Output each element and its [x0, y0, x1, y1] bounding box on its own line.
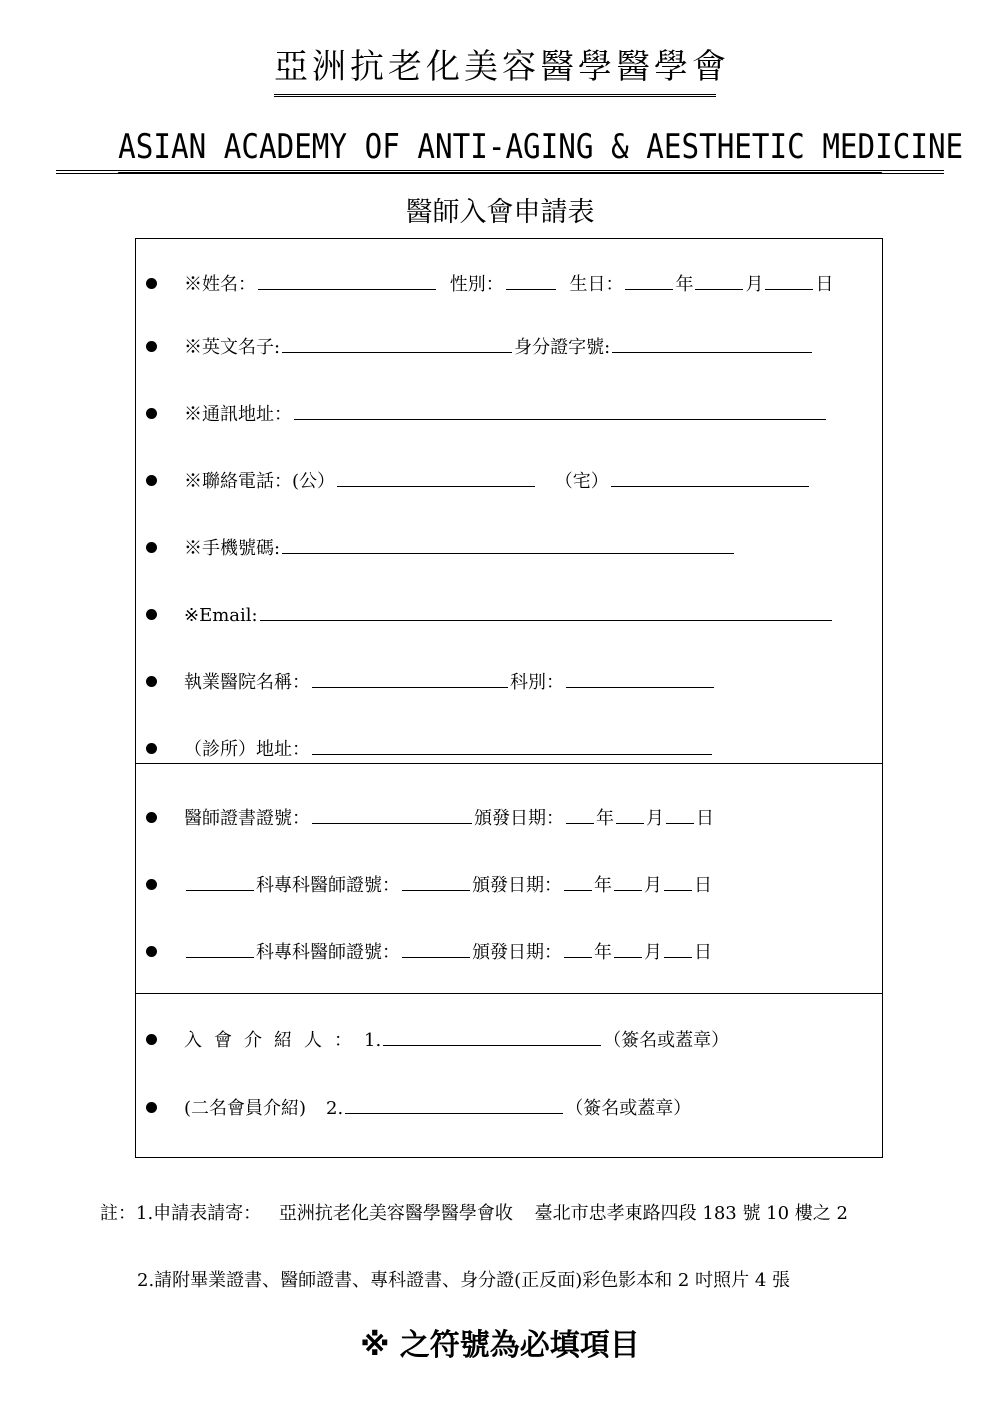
office-phone-field[interactable] [337, 467, 535, 487]
bullet-icon [146, 1034, 157, 1045]
row-hospital: 執業醫院名稱： 科別： [146, 668, 716, 696]
cert-month-field[interactable] [616, 804, 644, 824]
row-name: ※姓名： 性別： 生日： 年 月 日 [146, 270, 833, 298]
cert-day-field[interactable] [666, 804, 694, 824]
department-field[interactable] [566, 668, 714, 688]
row-doctor-cert: 醫師證書證號： 頒發日期： 年 月 日 [146, 804, 714, 832]
bullet-icon [146, 812, 157, 823]
clinic-address-field[interactable] [312, 735, 712, 755]
bullet-icon [146, 542, 157, 553]
bullet-icon [146, 1102, 157, 1113]
row-specialty-cert-1: 科專科醫師證號： 頒發日期： 年 月 日 [146, 871, 712, 899]
specialty-1-month-field[interactable] [614, 871, 642, 891]
doctor-cert-field[interactable] [312, 804, 472, 824]
bullet-icon [146, 676, 157, 687]
row-specialty-cert-2: 科專科醫師證號： 頒發日期： 年 月 日 [146, 938, 712, 966]
form-title: 醫師入會申請表 [405, 197, 595, 228]
row-address: ※通訊地址： [146, 400, 828, 428]
introducer-1-field[interactable] [383, 1026, 601, 1046]
title-english: ASIAN ACADEMY OF ANTI-AGING & AESTHETIC MEDICINE [118, 124, 882, 173]
mobile-field[interactable] [282, 534, 734, 554]
email-field[interactable] [260, 601, 832, 621]
title-underline [56, 170, 944, 174]
introducer-2-field[interactable] [345, 1094, 563, 1114]
bullet-icon [146, 946, 157, 957]
row-introducer-1: 入會介紹人：1. （簽名或蓋章） [146, 1026, 729, 1054]
specialty-1-year-field[interactable] [564, 871, 592, 891]
bullet-icon [146, 879, 157, 890]
specialty-2-month-field[interactable] [614, 938, 642, 958]
bullet-icon [146, 278, 157, 289]
row-mobile: ※手機號碼: [146, 534, 736, 562]
specialty-2-field[interactable] [186, 938, 254, 958]
specialty-2-year-field[interactable] [564, 938, 592, 958]
hospital-name-field[interactable] [312, 668, 508, 688]
specialty-1-field[interactable] [186, 871, 254, 891]
form-box [135, 238, 883, 1158]
row-introducer-2: (二名會員介紹) 2. （簽名或蓋章） [146, 1094, 691, 1122]
bullet-icon [146, 341, 157, 352]
birth-year-field[interactable] [625, 270, 673, 290]
name-field[interactable] [258, 270, 436, 290]
row-email: ※Email: [146, 601, 834, 629]
specialty-2-day-field[interactable] [664, 938, 692, 958]
bullet-icon [146, 743, 157, 754]
bullet-icon [146, 609, 157, 620]
gender-field[interactable] [506, 270, 556, 290]
required-fields-note: ※ 之符號為必填項目 [360, 1328, 640, 1363]
birth-day-field[interactable] [765, 270, 813, 290]
bullet-icon [146, 408, 157, 419]
note-2: 2.請附畢業證書、醫師證書、專科證書、身分證(正反面)彩色影本和 2 吋照片 4 張 [137, 1270, 791, 1291]
english-name-field[interactable] [282, 333, 512, 353]
birth-month-field[interactable] [695, 270, 743, 290]
row-phone: ※聯絡電話：(公） （宅） [146, 467, 811, 495]
specialty-2-number-field[interactable] [402, 938, 470, 958]
address-field[interactable] [294, 400, 826, 420]
specialty-1-number-field[interactable] [402, 871, 470, 891]
cert-year-field[interactable] [566, 804, 594, 824]
section-divider-2 [135, 993, 883, 994]
note-1: 註：1.申請表請寄： 亞洲抗老化美容醫學醫學會收 臺北市忠孝東路四段 183 號 10 樓之 2 [100, 1203, 848, 1224]
id-number-field[interactable] [612, 333, 812, 353]
bullet-icon [146, 475, 157, 486]
title-chinese: 亞洲抗老化美容醫學醫學會 [274, 48, 716, 97]
specialty-1-day-field[interactable] [664, 871, 692, 891]
home-phone-field[interactable] [611, 467, 809, 487]
row-clinic-address: （診所）地址： [146, 735, 714, 763]
row-english-name: ※英文名子: 身分證字號: [146, 333, 814, 361]
